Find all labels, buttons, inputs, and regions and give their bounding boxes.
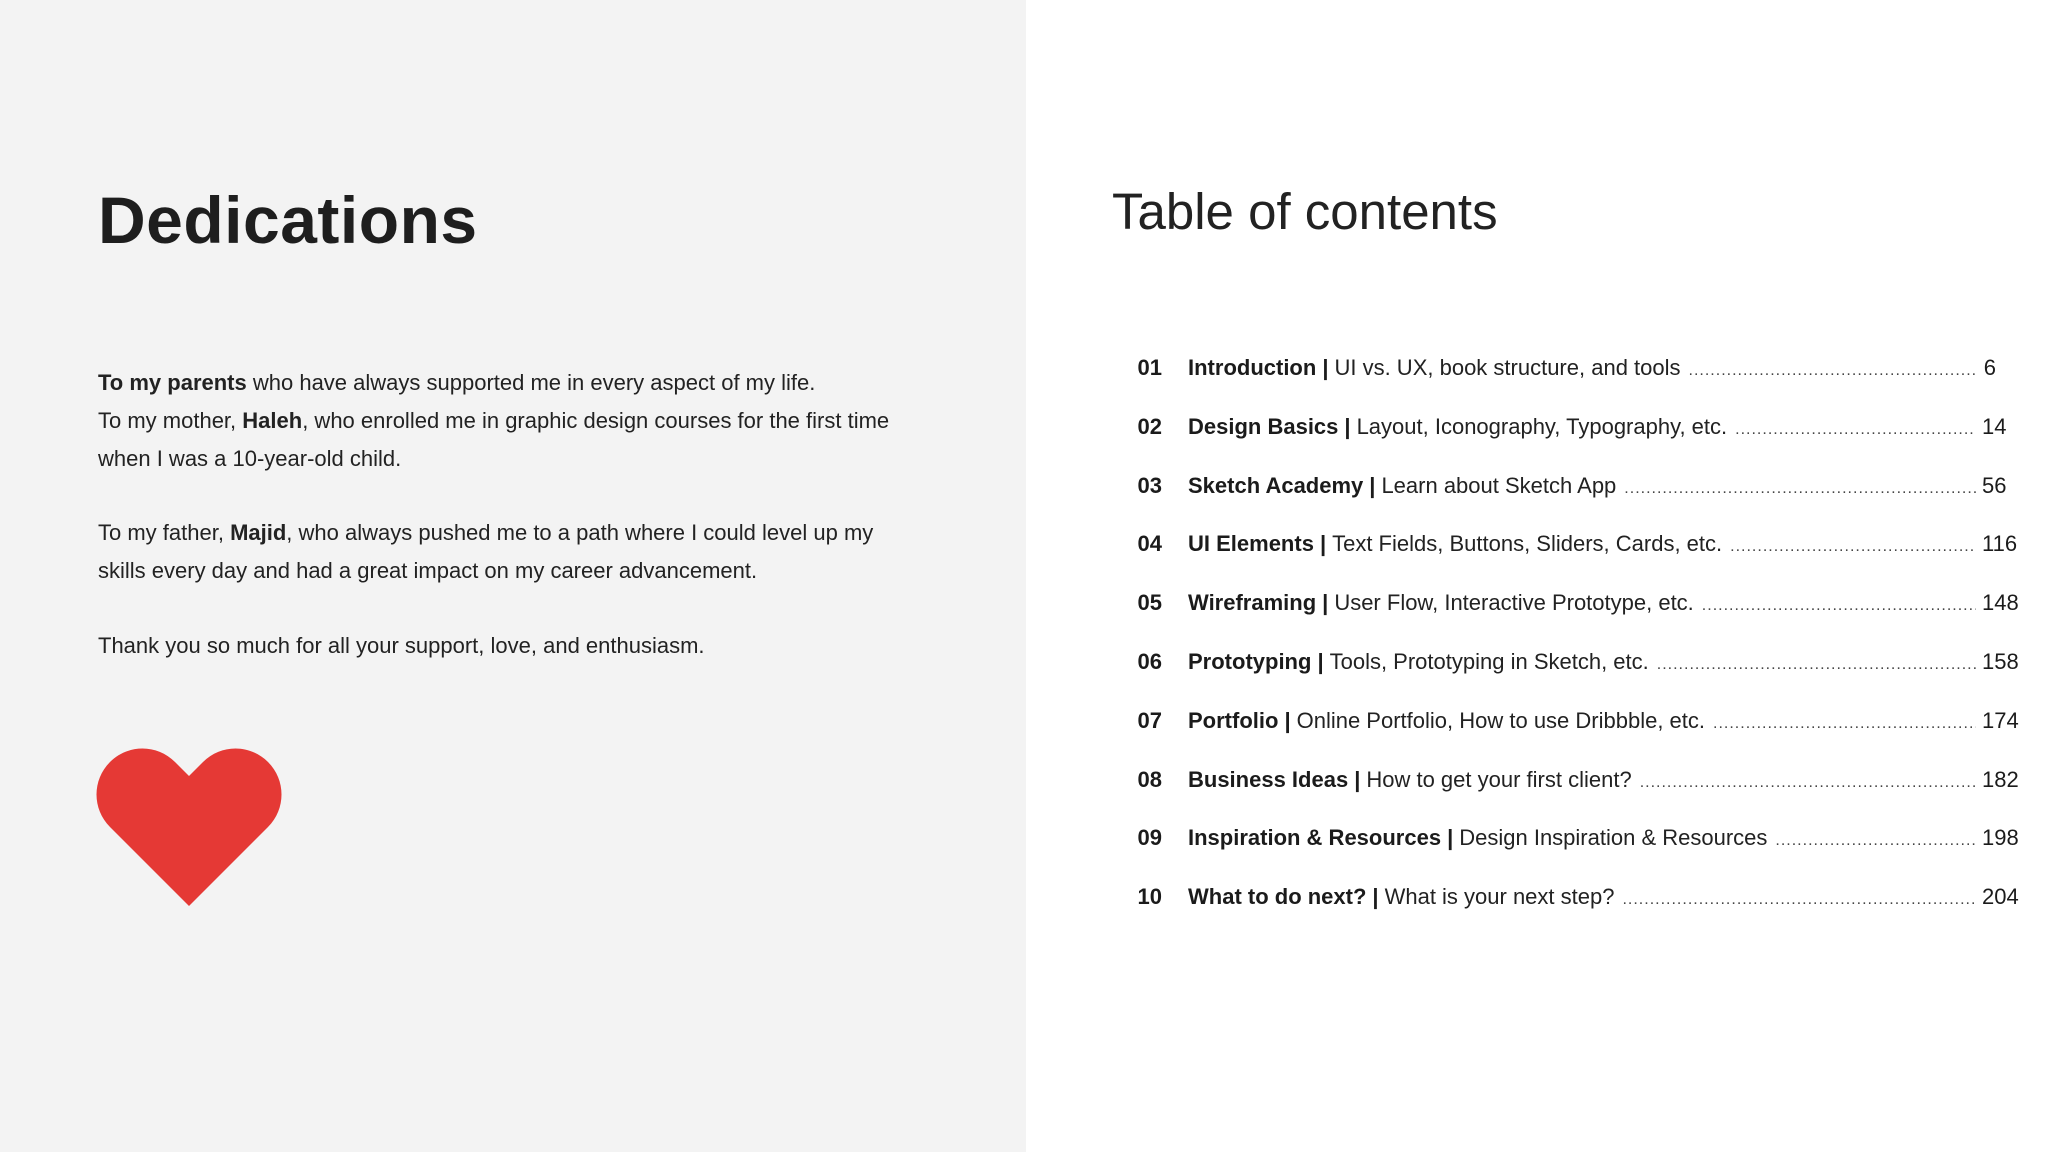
father-text-post: , who always pushed me to a path where I could level up my skills every day and had a great impact on my career advancement. [98, 520, 874, 583]
father-text-pre: To my father, [98, 520, 231, 545]
toc-entry-separator: | [1322, 355, 1329, 380]
toc-entry-title: Portfolio [1188, 707, 1279, 733]
parents-text: who have always supported me in every aspect of my life. [246, 370, 816, 395]
toc-entry-page-number: 174 [1982, 707, 2019, 733]
toc-entry-description: Text Fields, Buttons, Sliders, Cards, etc. [1332, 531, 1723, 557]
mother-name: Haleh [242, 408, 303, 433]
toc-entry[interactable] [1112, 648, 2019, 708]
toc-entry-title: Introduction [1188, 355, 1317, 380]
toc-entry-description: Learn about Sketch App [1381, 472, 1617, 498]
toc-entry-description: What is your next step? [1384, 884, 1615, 910]
toc-entry[interactable] [1112, 413, 2007, 473]
toc-entry-leader-dots [1657, 656, 1976, 674]
toc-entry-leader-dots [1624, 480, 1976, 498]
toc-entry-separator: | [1369, 472, 1376, 498]
toc-entry-page-number: 6 [1983, 355, 1996, 380]
toc-entry-separator: | [1322, 590, 1329, 616]
toc-entry-number: 08 [1137, 766, 1162, 792]
heart-icon [96, 738, 282, 908]
dedication-father-paragraph [98, 514, 898, 590]
toc-entry-number: 10 [1137, 884, 1162, 910]
toc-entry-number: 03 [1137, 472, 1162, 498]
toc-entry-leader-dots [1689, 362, 1976, 380]
toc-entry-title: What to do next? [1188, 884, 1367, 910]
father-name: Majid [230, 520, 287, 545]
toc-entry-title: Prototyping [1188, 648, 1312, 674]
toc-entry-title: Inspiration & Resources [1188, 825, 1442, 851]
toc-entry-separator: | [1319, 531, 1327, 557]
toc-entry-title: Design Basics [1188, 413, 1339, 439]
toc-entry-page-number: 182 [1982, 766, 2019, 792]
toc-entry-page-number: 204 [1982, 884, 2019, 910]
toc-entry-leader-dots [1730, 538, 1976, 556]
toc-entry-description: UI vs. UX, book structure, and tools [1334, 355, 1681, 380]
parents-lead: To my parents [98, 370, 247, 395]
toc-entry-description: Layout, Iconography, Typography, etc. [1356, 413, 1728, 439]
toc-entry-title: Wireframing [1188, 590, 1317, 616]
toc-entry-leader-dots [1713, 715, 1976, 733]
toc-entry-separator: | [1354, 766, 1361, 792]
toc-entry-title: UI Elements [1188, 531, 1314, 557]
table-of-contents-page [1026, 0, 2048, 1152]
dedication-thanks-paragraph: Thank you so much for all your support, love, and enthusiasm. [98, 633, 705, 658]
toc-entry-description: How to get your first client? [1366, 766, 1632, 792]
toc-entry-number: 06 [1137, 648, 1162, 674]
toc-entry[interactable] [1112, 707, 2019, 767]
toc-entry[interactable] [1112, 531, 2018, 590]
toc-entry-separator: | [1447, 825, 1454, 851]
toc-entry-title: Sketch Academy [1188, 472, 1364, 498]
toc-entry-title: Business Ideas [1188, 766, 1349, 792]
toc-entry-number: 09 [1137, 825, 1162, 851]
mother-text-post: , who enrolled me in graphic design courses for the first time when I was a 10-year-old child. [98, 408, 890, 471]
dedications-title: Dedications [98, 183, 478, 257]
mother-text-pre: To my mother, [98, 408, 243, 433]
toc-entry[interactable] [1112, 355, 1996, 414]
toc-entry-page-number: 14 [1982, 413, 2007, 439]
toc-entry-separator: | [1344, 413, 1351, 439]
toc-entry-number: 05 [1137, 590, 1162, 616]
toc-entry-number: 07 [1137, 707, 1162, 733]
toc-entry-number: 02 [1137, 413, 1162, 439]
toc-entry-number: 04 [1137, 531, 1162, 557]
toc-entry-page-number: 116 [1982, 531, 2018, 557]
toc-entry-page-number: 56 [1982, 472, 2007, 498]
toc-entry-leader-dots [1775, 832, 1976, 850]
dedication-parents-paragraph [98, 364, 898, 478]
toc-entry-leader-dots [1622, 891, 1976, 909]
toc-entry-description: User Flow, Interactive Prototype, etc. [1334, 590, 1694, 616]
toc-entry-page-number: 148 [1982, 590, 2019, 616]
toc-entry-separator: | [1317, 648, 1324, 674]
toc-entry[interactable] [1112, 590, 2019, 649]
toc-entry-leader-dots [1702, 597, 1976, 615]
toc-list [1112, 355, 2019, 943]
toc-entry-description: Online Portfolio, How to use Dribbble, etc. [1296, 707, 1706, 733]
toc-entry-page-number: 158 [1982, 648, 2019, 674]
toc-entry-page-number: 198 [1982, 825, 2019, 851]
toc-entry-leader-dots [1735, 421, 1976, 439]
toc-entry[interactable] [1112, 766, 2019, 826]
toc-entry-separator: | [1372, 884, 1379, 910]
toc-entry-description: Design Inspiration & Resources [1459, 825, 1768, 851]
toc-entry-number: 01 [1137, 355, 1162, 380]
toc-entry-separator: | [1284, 707, 1291, 733]
toc-entry[interactable] [1112, 825, 2019, 884]
toc-entry-description: Tools, Prototyping in Sketch, etc. [1329, 648, 1649, 674]
toc-title: Table of contents [1112, 183, 1498, 240]
toc-entry-leader-dots [1640, 774, 1976, 792]
toc-entry[interactable] [1112, 472, 2007, 532]
toc-entry[interactable] [1112, 884, 2019, 943]
